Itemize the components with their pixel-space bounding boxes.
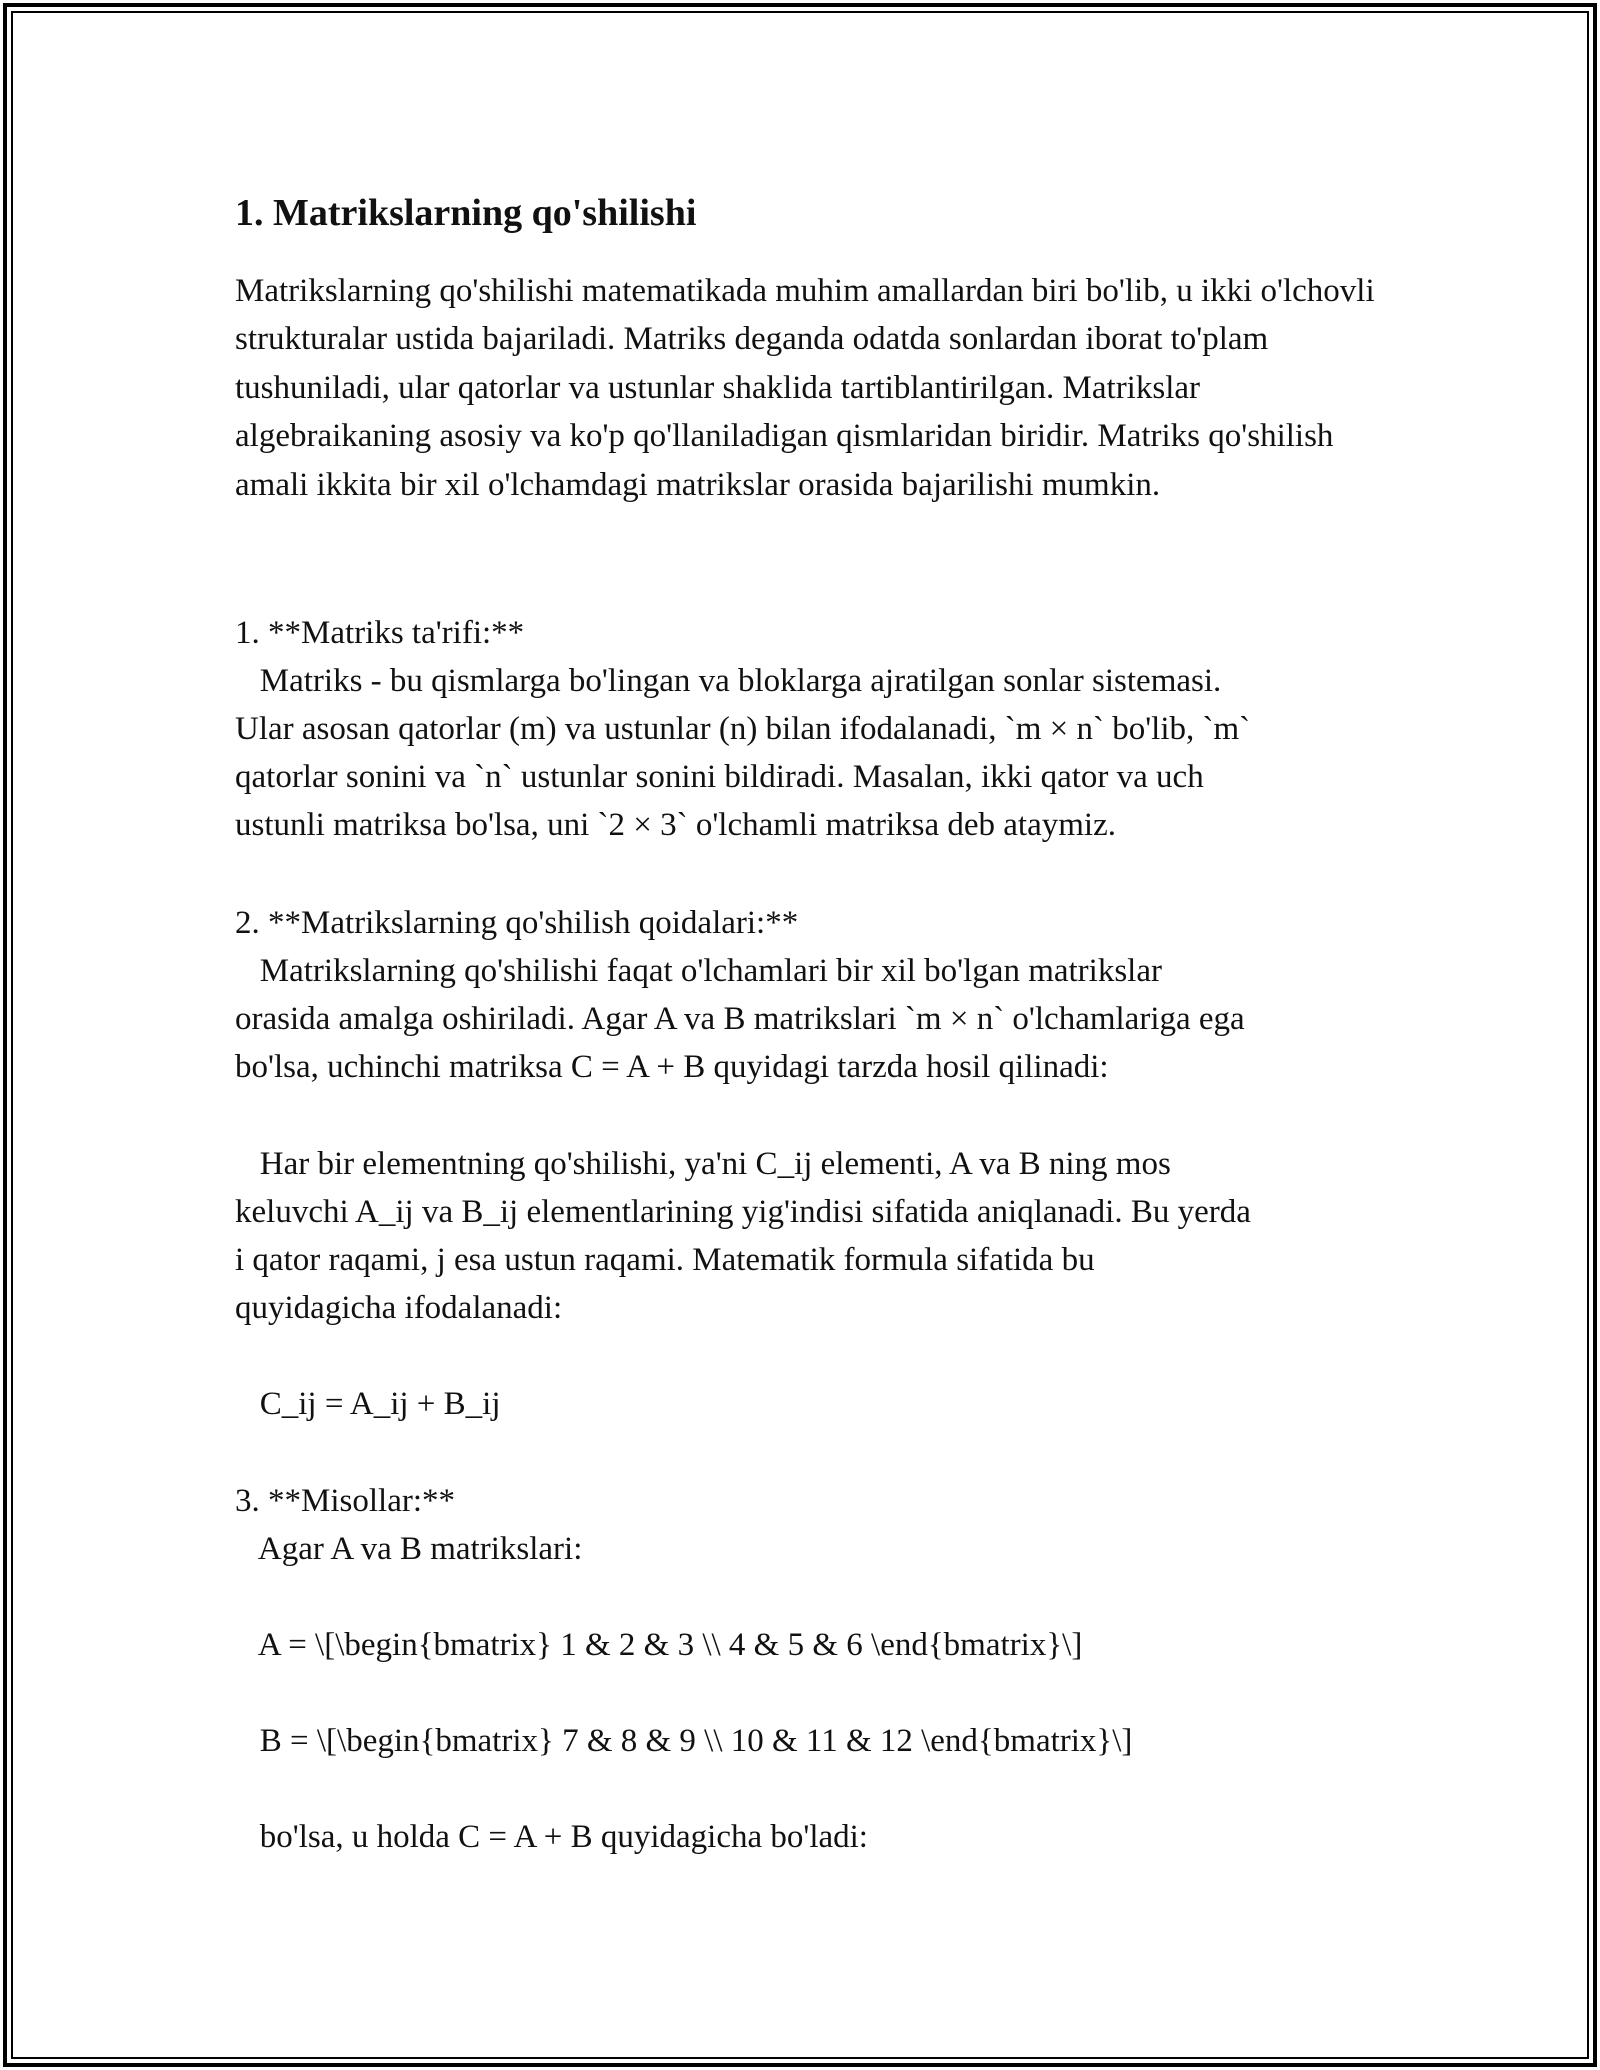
section-2-line: keluvchi A_ij va B_ij elementlarining yig'indisi sifatida aniqlanadi. Bu yerda <box>235 1194 1251 1230</box>
section-2-line: quyidagicha ifodalanadi: <box>235 1290 563 1326</box>
section-1-line: ustunli matriksa bo'lsa, uni `2 × 3` o'lchamli matriksa deb ataymiz. <box>235 807 1116 843</box>
section-3-line: bo'lsa, u holda C = A + B quyidagicha bo'ladi: <box>235 1819 868 1855</box>
section-2-line: orasida amalga oshiriladi. Agar A va B matrikslari `m × n` o'lchamlariga ega <box>235 1001 1245 1037</box>
section-1-line: qatorlar sonini va `n` ustunlar sonini bildiradi. Masalan, ikki qator va uch <box>235 759 1204 795</box>
section-3-title: 3. **Misollar:** <box>235 1483 455 1519</box>
matrix-b-line: B = \[\begin{bmatrix} 7 & 8 & 9 \\ 10 & 11 & 12 \end{bmatrix}\] <box>235 1723 1133 1759</box>
section-2-line: Har bir elementning qo'shilishi, ya'ni C_ij elementi, A va B ning mos <box>235 1146 1171 1182</box>
section-2-line: bo'lsa, uchinchi matriksa C = A + B quyidagi tarzda hosil qilinadi: <box>235 1049 1109 1085</box>
formula-line: C_ij = A_ij + B_ij <box>235 1386 501 1422</box>
section-1-line: Ular asosan qatorlar (m) va ustunlar (n) bilan ifodalanadi, `m × n` bo'lib, `m` <box>235 711 1251 747</box>
section-2-line: Matrikslarning qo'shilishi faqat o'lchamlari bir xil bo'lgan matrikslar <box>235 953 1162 989</box>
section-1-line: Matriks - bu qismlarga bo'lingan va bloklarga ajratilgan sonlar sistemasi. <box>235 663 1222 699</box>
section-3-line: Agar A va B matrikslari: <box>235 1531 583 1567</box>
section-1-title: 1. **Matriks ta'rifi:** <box>235 615 525 651</box>
section-2-line: i qator raqami, j esa ustun raqami. Matematik formula sifatida bu <box>235 1242 1095 1278</box>
section-heading: 1. Matrikslarning qo'shilishi <box>235 192 697 234</box>
document-content <box>235 187 1380 1855</box>
matrix-a-line: A = \[\begin{bmatrix} 1 & 2 & 3 \\ 4 & 5 & 6 \end{bmatrix}\] <box>235 1627 1083 1663</box>
intro-paragraph: Matrikslarning qo'shilishi matematikada muhim amallardan biri bo'lib, u ikki o'lchovli strukturalar ustida bajariladi. Matriks deganda odatda sonlardan iborat to'plam tushuniladi, ular qatorlar va ustunlar shaklida tartiblantirilgan. Matrikslar algebraikaning asosiy va ko'p qo'llaniladigan qismlaridan biridir. Matriks qo'shilish amali ikkita bir xil o'lchamdagi matrikslar orasida bajarilishi mumkin. <box>235 273 1375 503</box>
section-2-title: 2. **Matrikslarning qo'shilish qoidalari:** <box>235 905 799 941</box>
